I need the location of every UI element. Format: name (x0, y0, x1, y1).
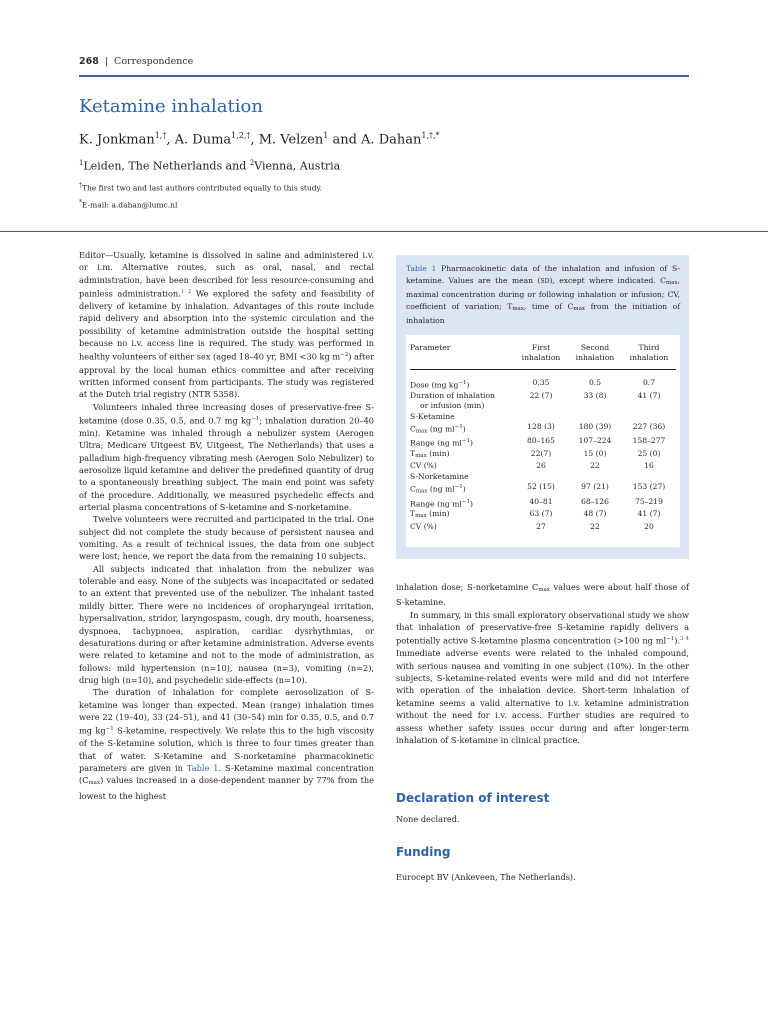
table-row: CV (%) 27 22 20 (410, 521, 654, 531)
equal-contribution-note: †The first two and last authors contributed equally to this study. (79, 182, 323, 193)
table-row: Cmax (ng $ml^{-1}$) 128 (3) 180 (39) 227 (36) (410, 421, 666, 435)
column-header: Second inhalation (568, 339, 622, 370)
table-body (406, 335, 680, 547)
table-row: S-Norketamine (410, 471, 469, 481)
funding-heading: Funding (396, 845, 451, 859)
author-name: A. Duma (174, 132, 232, 148)
table-row: Dose (mg $kg^{-1}$) 0.35 0.5 0.7 (410, 378, 656, 390)
running-header (79, 56, 193, 67)
page-number: 268 (79, 56, 99, 67)
column-header: Third inhalation (622, 339, 676, 370)
table-row: Cmax (ng $ml^{-1}$) 52 (15) 97 (21) 153 (27) (410, 481, 666, 495)
table-row: Tmax (min) 22(7) 15 (0) 25 (0) (410, 449, 661, 460)
affiliations: $^1$Leiden, The Netherlands and $^2$Vienna, Austria (79, 159, 341, 173)
paragraph: In summary, in this small exploratory observational study we show that inhalation of preservative-free S-ketamine rapidly delivers a potentially active S-ketamine plasma concentration (>100 ng $ml^{-1}).^{3 4}$ Immediate adverse events were related to the inhaled compound, with serious nausea and vomiting in one subject (10%). In the other subjects, S-ketamine-related events were mild and did not interfere with operation of the inhalation device. Short-term inhalation of ketamine seems a valid alternative to i.v. ketamine administration without the need for i.v. access. Further studies are required to assess whether safety issues occur during and after longer-term inhalation of S-ketamine in clinical practice. (396, 609, 690, 745)
author-name: A. Dahan (361, 132, 422, 148)
author-affil-mark: 1,† (154, 131, 167, 140)
article-title: Ketamine inhalation (79, 96, 263, 117)
paragraph: Twelve volunteers were recruited and participated in the trial. One subject did not complete the study because of persistent nausea and vomiting. As a result of technical issues, the data from one subject were lost; hence, we report the data from the remaining 10 subjects. (79, 514, 374, 562)
table-row: or infusion (min) (420, 401, 485, 411)
paragraph: The duration of inhalation for complete aerosolization of S-ketamine was longer than expected. Mean (range) inhalation times were 22 (19–40), 33 (24–51), and 41 (30–54) min for 0.35, 0.5, and 0.7 mg $kg^{-1}$ S-ketamine, respectively. We relate this to the high viscosity of the S-ketamine solution, which is three to four times greater than that of water. S-Ketamine and S-norketamine pharmacokinetic parameters are given in Table 1. S-Ketamine maximal concentration (Cmax) values increased in a dose-dependent manner by 77% from the lowest to the highest (79, 687, 374, 801)
table-link[interactable]: Table 1 (186, 763, 219, 774)
table-header-row (410, 339, 676, 370)
author-name: K. Jonkman (79, 132, 155, 148)
table-row: S-Ketamine (410, 411, 455, 421)
table-caption: Table 1 Pharmacokinetic data of the inhalation and infusion of S-ketamine. Values are the mean (SD), except where indicated. Cmax, maximal concentration during or following inhalation or infusion; CV, coefficient of variation; Tmax, time of Cmax from the initiation of inhalation (406, 264, 681, 325)
pharmacokinetic-table (410, 339, 676, 532)
citation[interactable]: 3 4 (680, 636, 690, 643)
declaration-heading: Declaration of interest (396, 791, 550, 805)
table-row: CV (%) 26 22 16 (410, 461, 654, 471)
header-rule (79, 75, 689, 77)
paragraph: Editor—Usually, ketamine is dissolved in saline and administered i.v. or i.m. Alternative routes, such as oral, nasal, and rectal administration, have been described for less resource-consuming and painless administration.$^{1 2}$ We explored the safety and feasibility of delivery of ketamine by inhalation. Advantages of this route include rapid delivery and absorption into the systemic circulation and the possibility of ketamine administration outside the hospital setting because no i.v. access line is required. The study was performed in healthy volunteers of either sex (aged 18–40 yr, BMI <30 kg $m^{-2}$) after approval by the local human ethics committee and after receiving written informed consent from participants. The study was registered at the Dutch trial registry (NTR 5358). (79, 250, 374, 400)
declaration-text: None declared. (396, 814, 460, 824)
author-list: K. Jonkman$^{1,\dagger}$, A. Duma$^{1,2,\dagger}$, M. Velzen$^1$ and A. Dahan$^{1,\dagger,*}$ (79, 131, 440, 148)
author-affil-mark: 1,†,* (421, 131, 440, 140)
title-divider (0, 231, 768, 232)
paragraph: Volunteers inhaled three increasing doses of preservative-free S-ketamine (dose 0.35, 0.5, and 0.7 mg $kg^{-1}$; inhalation duration 20–40 min). Ketamine was inhaled through a nebulizer system (Aerogen Ultra; Medicare Uitgeest BV, Uitgeest, The Netherlands) that uses a palladium high-frequency vibrating mesh (Aerogen Solo Nebulizer) to aerosolize liquid ketamine and deliver the predefined quantity of drug to a spontaneously breathing subject. The main end point was safety of the procedure. Additionally, we measured psychedelic effects and arterial plasma concentrations of S-ketamine and S-norketamine. (79, 401, 374, 513)
body-left-column (79, 249, 374, 802)
paragraph: All subjects indicated that inhalation from the nebulizer was tolerable and easy. None of the subjects was incapacitated or sedated to an extent that prevented use of the nebulizer. The inhalant tasted mildly bitter. There were no incidences of oropharyngeal irritation, hypersalivation, stridor, laryngospasm, cough, dry mouth, hoarseness, dyspnoea, tachypnoea, aspiration, cardiac dysrhythmias, or desaturations during or after ketamine administration. Adverse events were related to ketamine and not to the mode of administration, as follows: mild hypertension (n=10), nausea (n=3), vomiting (n=2), drug high (n=10), and psychedelic side-effects (n=10). (79, 563, 374, 685)
paragraph: inhalation dose; S-norketamine Cmax values were about half those of S-ketamine. (396, 582, 689, 608)
author-name: M. Velzen (258, 132, 324, 148)
table-row: Range (ng $ml^{-1}$) 40–81 68–126 75–219 (410, 496, 663, 509)
table-row: Tmax (min) 63 (7) 48 (7) 41 (7) (410, 509, 661, 520)
author-affil-mark: 1,2,† (231, 131, 251, 140)
email-note: *E-mail: a.dahan@lumc.nl (79, 199, 178, 210)
table-1-box (396, 255, 689, 559)
column-header: Parameter (410, 339, 514, 370)
header-separator: | (104, 56, 109, 67)
table-label: Table 1 (406, 264, 437, 273)
table-row: Duration of inhalation 22 (7) 33 (8) 41 (7) (410, 391, 661, 401)
header-section: Correspondence (114, 56, 194, 67)
body-right-column (396, 581, 689, 746)
author-affil-mark: 1 (323, 131, 329, 140)
citation[interactable]: 1 2 (180, 289, 192, 296)
table-row: Range (ng $ml^{-1}$) 80–165 107–224 158–277 (410, 436, 666, 449)
column-header: First inhalation (514, 339, 568, 370)
funding-text: Eurocept BV (Ankeveen, The Netherlands). (396, 872, 576, 882)
